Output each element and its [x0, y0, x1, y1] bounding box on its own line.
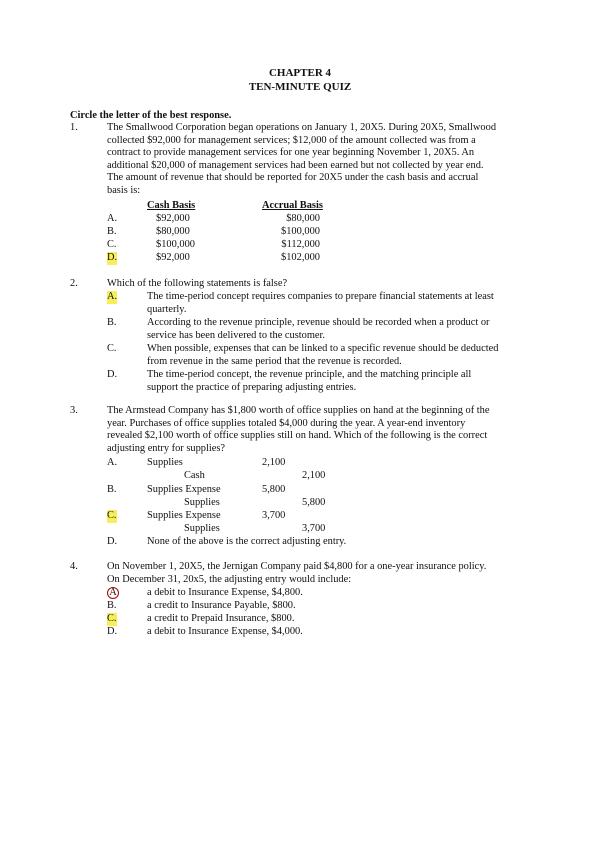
q1-cash-value: $100,000: [156, 239, 195, 250]
q1-accrual-value: $100,000: [281, 226, 320, 237]
q3-debit-amount: 5,800: [262, 484, 286, 495]
q3-option-d-text: None of the above is the correct adjusting entry.: [147, 536, 347, 547]
q4-text: [107, 561, 533, 586]
instructions: Circle the letter of the best response.: [70, 110, 232, 121]
q3-option-letter[interactable]: B.: [107, 484, 117, 495]
q2-option-letter-highlighted[interactable]: A.: [107, 291, 118, 302]
q1-accrual-value: $102,000: [281, 252, 320, 263]
q3-line: year. Purchases of office supplies totaled $4,000 during the year. A year-end inventory: [107, 417, 466, 429]
q3-text: [107, 405, 533, 455]
q4-option-letter[interactable]: B.: [107, 600, 117, 611]
q2-option-line: from revenue in the same period that the revenue is recorded.: [147, 355, 402, 367]
q4-option-text: a credit to Insurance Payable, $800.: [147, 600, 296, 611]
q2-option-line: When possible, expenses that can be linked to a specific revenue should be deducted: [147, 343, 499, 354]
q3-credit-account: Supplies: [184, 523, 220, 534]
q3-credit-amount: 5,800: [302, 497, 326, 508]
q2-option-line: The time-period concept requires companies to prepare financial statements at least: [147, 291, 494, 302]
q1-number: 1.: [70, 122, 78, 133]
quiz-subtitle: TEN-MINUTE QUIZ: [248, 81, 352, 93]
q1-cash-value: $92,000: [156, 252, 190, 263]
q2-option-line: According to the revenue principle, revenue should be recorded when a product or: [147, 317, 490, 328]
chapter-title: CHAPTER 4: [268, 67, 332, 79]
q2-option-line: service has been delivered to the customer.: [147, 329, 326, 341]
q3-option-letter[interactable]: A.: [107, 457, 118, 468]
q2-option-line: The time-period concept, the revenue principle, and the matching principle all: [147, 369, 472, 380]
q1-option-letter[interactable]: C.: [107, 239, 117, 250]
q1-option-letter[interactable]: B.: [107, 226, 117, 237]
q1-cash-value: $92,000: [156, 213, 190, 224]
q3-debit-amount: 3,700: [262, 510, 286, 521]
q3-number: 3.: [70, 405, 78, 416]
q3-option-letter[interactable]: D.: [107, 536, 118, 547]
q1-option-letter-highlighted[interactable]: D.: [107, 252, 118, 263]
q1-cash-value: $80,000: [156, 226, 190, 237]
q2-option-line: quarterly.: [147, 303, 187, 315]
q4-option-letter-circled[interactable]: [107, 587, 119, 600]
q1-line: The Smallwood Corporation began operations on January 1, 20X5. During 20X5, Smallwood: [107, 122, 497, 133]
q3-debit-account: Supplies Expense: [147, 484, 221, 495]
q4-option-letter-highlighted[interactable]: C.: [107, 613, 117, 624]
circled-answer[interactable]: A: [107, 587, 119, 599]
q3-line: The Armstead Company has $1,800 worth of office supplies on hand at the beginning of the: [107, 405, 490, 416]
q1-accrual-value: $80,000: [286, 213, 320, 224]
q1-line: contract to provide management services for one year beginning November 1, 20X5. An: [107, 147, 475, 159]
q1-text: [107, 122, 533, 198]
q1-line: additional $20,000 of management services had been earned but not collected by year end.: [107, 159, 484, 171]
q3-debit-account: Supplies Expense: [147, 510, 221, 521]
q2-option-letter[interactable]: B.: [107, 317, 117, 328]
q2-question: Which of the following statements is false?: [107, 278, 288, 289]
q4-number: 4.: [70, 561, 78, 572]
q3-option-letter-highlighted[interactable]: C.: [107, 510, 117, 521]
q2-option-text: [147, 369, 537, 394]
q3-debit-amount: 2,100: [262, 457, 286, 468]
q2-number: 2.: [70, 278, 78, 289]
q2-option-line: support the practice of preparing adjusting entries.: [147, 381, 357, 393]
q3-credit-amount: 3,700: [302, 523, 326, 534]
q2-option-letter[interactable]: D.: [107, 369, 118, 380]
q3-debit-account: Supplies: [147, 457, 183, 468]
q4-option-text: a debit to Insurance Expense, $4,000.: [147, 626, 303, 637]
q2-option-letter[interactable]: C.: [107, 343, 117, 354]
q2-option-text: [147, 343, 537, 368]
q2-option-text: [147, 317, 537, 342]
q2-option-text: [147, 291, 537, 316]
q3-credit-amount: 2,100: [302, 470, 326, 481]
q1-col-accrual-header: Accrual Basis: [262, 200, 323, 211]
q4-line: On November 1, 20X5, the Jernigan Company paid $4,800 for a one-year insurance policy.: [107, 561, 487, 572]
q3-credit-account: Supplies: [184, 497, 220, 508]
q1-line: collected $92,000 for management services; $12,000 of the amount collected was from a: [107, 134, 476, 146]
q1-accrual-value: $112,000: [281, 239, 320, 250]
q1-line: basis is:: [107, 184, 141, 196]
q1-line: The amount of revenue that should be reported for 20X5 under the cash basis and accrual: [107, 172, 479, 184]
q4-option-text: a credit to Prepaid Insurance, $800.: [147, 613, 295, 624]
q3-line: adjusting entry for supplies?: [107, 442, 226, 454]
q1-col-cash-header: Cash Basis: [147, 200, 196, 211]
q4-line: On December 31, 20x5, the adjusting entry would include:: [107, 573, 352, 585]
q1-option-letter[interactable]: A.: [107, 213, 118, 224]
q3-credit-account: Cash: [184, 470, 205, 481]
q3-line: revealed $2,100 worth of office supplies still on hand. Which of the following is the correct: [107, 430, 488, 442]
q4-option-text: a debit to Insurance Expense, $4,800.: [147, 587, 303, 598]
q4-option-letter[interactable]: D.: [107, 626, 118, 637]
